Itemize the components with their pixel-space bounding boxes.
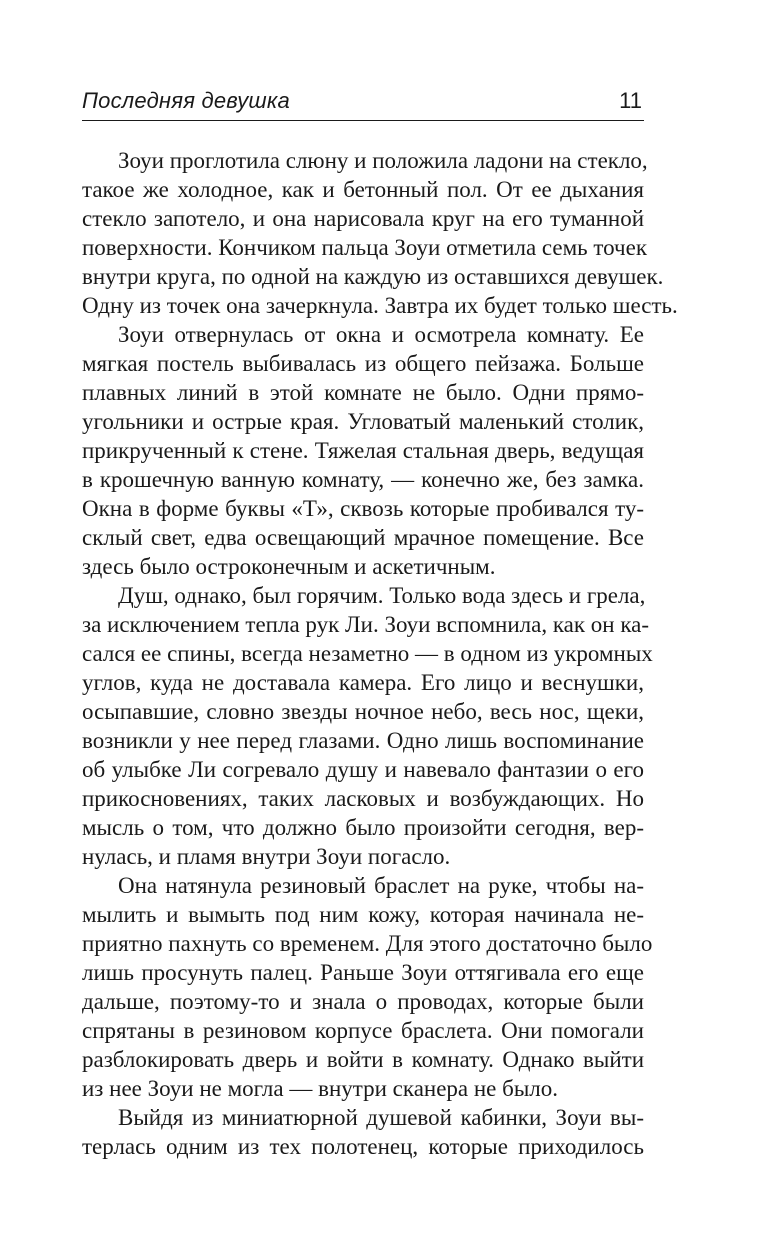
text-line: стекло запотело, и она нарисовала круг на его туманной	[82, 206, 644, 231]
text-line: возникли у нее перед глазами. Одно лишь воспоминание	[82, 728, 644, 753]
text-line: Выйдя из миниатюрной душевой кабинки, Зоуи вы-	[118, 1105, 644, 1130]
text-line: поверхности. Кончиком пальца Зоуи отметила семь точек	[82, 235, 648, 260]
text-line: об улыбке Ли согревало душу и навевало фантазии о его	[82, 757, 644, 782]
text-line: Душ, однако, был горячим. Только вода здесь и грела,	[118, 583, 646, 608]
text-line: внутри круга, по одной на каждую из оставшихся девушек.	[82, 264, 664, 289]
text-line: Зоуи отвернулась от окна и осмотрела комнату. Ее	[118, 322, 644, 347]
text-line: плавных линий в этой комнате не было. Одни прямо-	[82, 380, 644, 405]
text-line: Она натянула резиновый браслет на руке, чтобы на-	[118, 873, 644, 898]
text-line: осыпавшие, словно звезды ночное небо, весь нос, щеки,	[82, 699, 644, 724]
text-line: Зоуи проглотила слюну и положила ладони на стекло,	[118, 148, 648, 173]
text-line: терлась одним из тех полотенец, которые приходилось	[82, 1134, 644, 1159]
running-header	[82, 86, 644, 121]
text-line: угольники и острые края. Угловатый маленький столик,	[82, 409, 644, 434]
paragraph	[82, 146, 678, 320]
paragraph	[82, 581, 653, 871]
text-line: из нее Зоуи не могла — внутри сканера не было.	[82, 1076, 559, 1101]
text-line: разблокировать дверь и войти в комнату. Однако выйти	[82, 1047, 644, 1072]
text-line: Окна в форме буквы «Т», сквозь которые пробивался ту-	[82, 496, 644, 521]
text-line: спрятаны в резиновом корпусе браслета. Они помогали	[82, 1018, 644, 1043]
text-line: мягкая постель выбивалась из общего пейзажа. Больше	[82, 351, 644, 376]
running-title: Последняя девушка	[82, 88, 290, 113]
text-line: нулась, и пламя внутри Зоуи погасло.	[82, 844, 451, 869]
text-line: за исключением тепла рук Ли. Зоуи вспомнила, как он ка-	[82, 612, 650, 637]
text-line: углов, куда не доставала камера. Его лицо и веснушки,	[82, 670, 644, 695]
text-line: прикрученный к стене. Тяжелая стальная дверь, ведущая	[82, 438, 644, 463]
text-line: прикосновениях, таких ласковых и возбуждающих. Но	[82, 786, 644, 811]
text-line: здесь было остроконечным и аскетичным.	[82, 554, 496, 579]
paragraph	[82, 1103, 644, 1161]
text-line: приятно пахнуть со временем. Для этого достаточно было	[82, 931, 653, 956]
text-line: дальше, поэтому-то и знала о проводах, которые были	[82, 989, 644, 1014]
text-line: сался ее спины, всегда незаметно — в одном из укромных	[82, 641, 653, 666]
body-text	[82, 146, 678, 1161]
text-line: мысль о том, что должно было произойти сегодня, вер-	[82, 815, 644, 840]
text-line: лишь просунуть палец. Раньше Зоуи оттягивала его еще	[82, 960, 644, 985]
text-line: такое же холодное, как и бетонный пол. От ее дыхания	[82, 177, 644, 202]
text-line: мылить и вымыть под ним кожу, которая начинала не-	[82, 902, 644, 927]
page-number: 11	[619, 88, 642, 113]
text-line: склый свет, едва освещающий мрачное помещение. Все	[82, 525, 644, 550]
paragraph	[82, 871, 653, 1103]
paragraph	[82, 320, 644, 581]
text-line: в крошечную ванную комнату, — конечно же, без замка.	[82, 467, 644, 492]
text-line: Одну из точек она зачеркнула. Завтра их будет только шесть.	[82, 293, 678, 318]
